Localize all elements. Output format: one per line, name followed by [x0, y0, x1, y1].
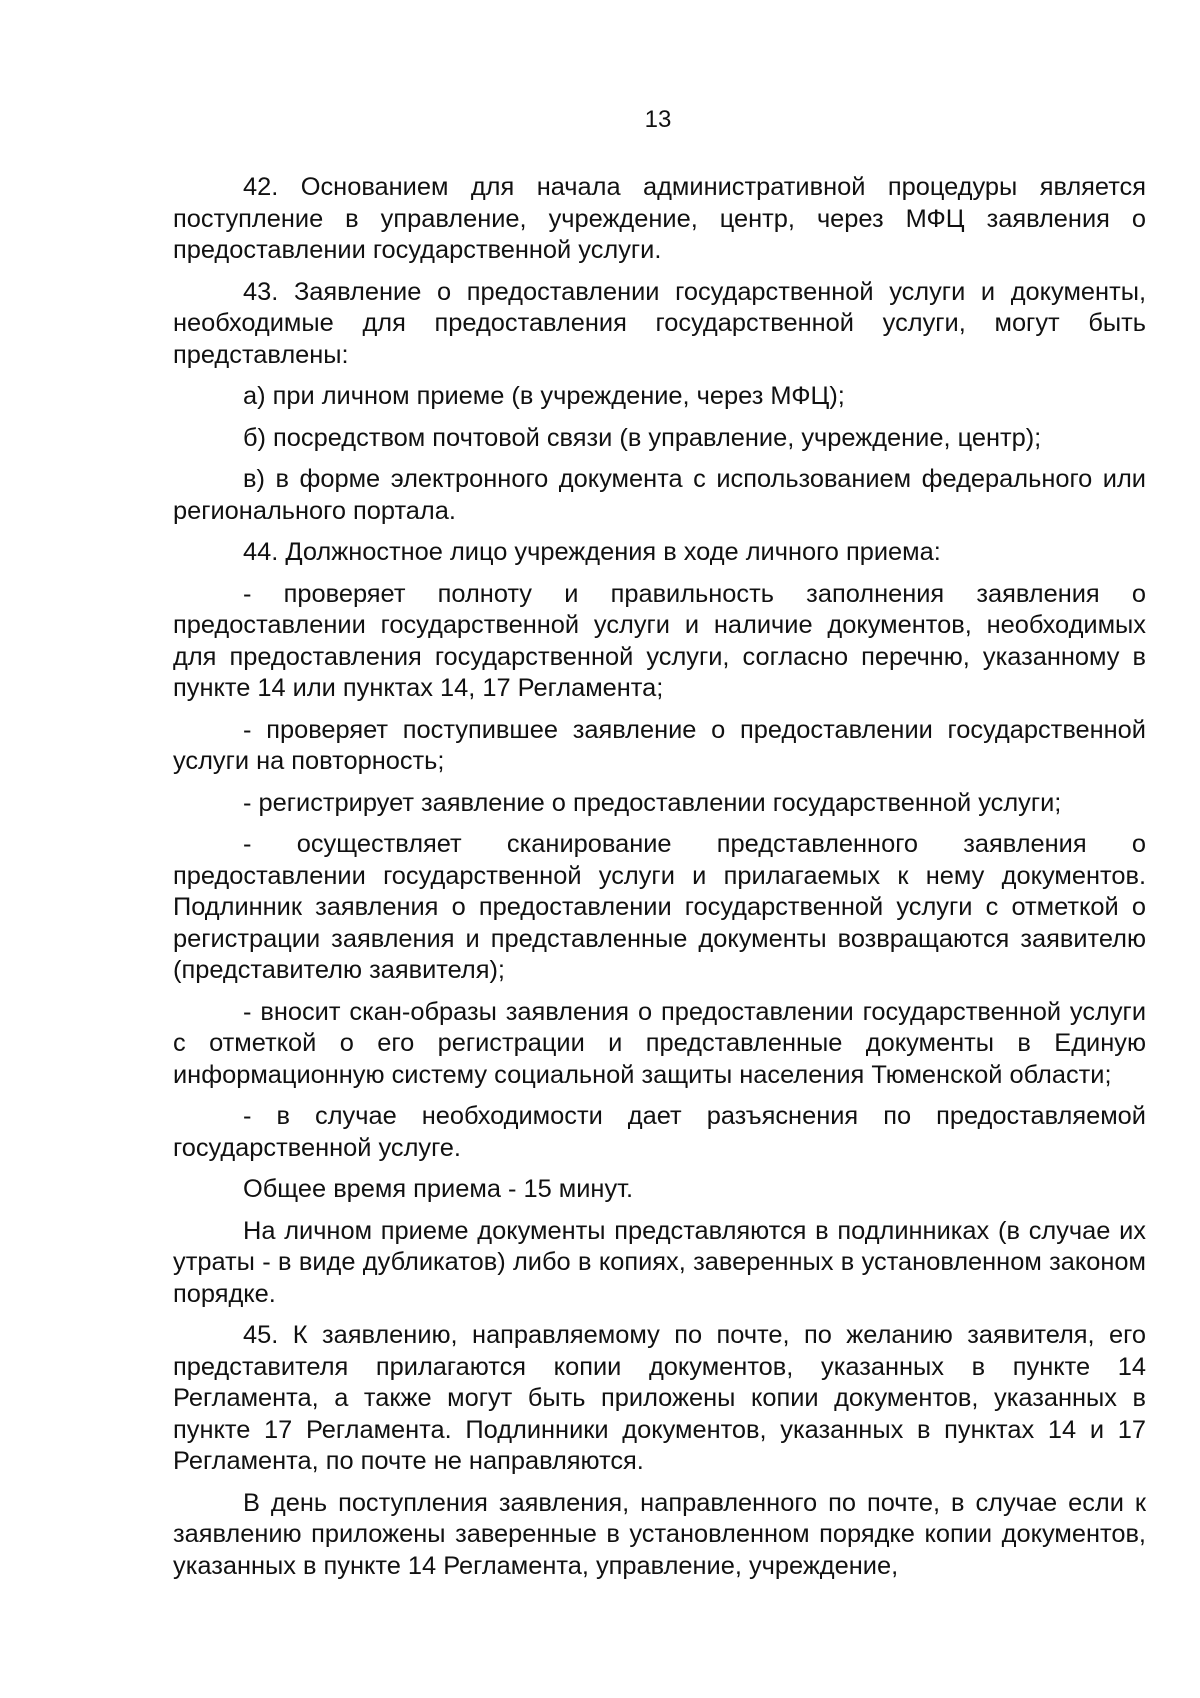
paragraph-originals: На личном приеме документы представляются в подлинниках (в случае их утраты - в виде дубликатов) либо в копиях, заверенных в установленном законом порядке. [173, 1216, 1146, 1308]
paragraph-45: 45. К заявлению, направляемому по почте, по желанию заявителя, его представителя прилагаются копии документов, указанных в пункте 14 Регламента, а также могут быть приложены копии документов, указанных в пункте 17 Регламента. Подлинники документов, указанных в пунктах 14 и 17 Регламента, по почте не направляются. [173, 1321, 1146, 1475]
list-item-check-completeness: - проверяет полноту и правильность заполнения заявления о предоставлении государственной услуги и наличие документов, необходимых для предоставления государственной услуги, согласно перечню, указанному в пункте 14 или пунктах 14, 17 Регламента; [173, 579, 1146, 702]
list-item-c: в) в форме электронного документа с использованием федерального или регионального портала. [173, 465, 1146, 525]
list-item-b: б) посредством почтовой связи (в управление, учреждение, центр); [243, 423, 1042, 452]
list-item-register: - регистрирует заявление о предоставлении государственной услуги; [243, 788, 1062, 817]
document-body [173, 172, 1146, 1582]
list-item-upload: - вносит скан-образы заявления о предоставлении государственной услуги с отметкой о его регистрации и представленные документы в Единую информационную систему социальной защиты населения Тюменской области; [173, 997, 1146, 1089]
list-item-check-repeat: - проверяет поступившее заявление о предоставлении государственной услуги на повторность; [173, 715, 1146, 775]
list-item-scan: - осуществляет сканирование представленного заявления о предоставлении государственной услуги и прилагаемых к нему документов. Подлинник заявления о предоставлении государственной услуги с отметкой о регистрации заявления и представленные документы возвращаются заявителю (представителю заявителя); [173, 830, 1146, 984]
list-item-explain: - в случае необходимости дает разъяснения по предоставляемой государственной услуге. [173, 1102, 1146, 1162]
paragraph-mail-receipt: В день поступления заявления, направленного по почте, в случае если к заявлению приложены заверенные в установленном порядке копии документов, указанных в пункте 14 Регламента, управление, учреждение, [173, 1488, 1146, 1580]
paragraph-42: 42. Основанием для начала административной процедуры является поступление в управление, учреждение, центр, через МФЦ заявления о предоставлении государственной услуги. [173, 173, 1146, 264]
paragraph-44: 44. Должностное лицо учреждения в ходе личного приема: [243, 538, 941, 566]
list-item-a: а) при личном приеме (в учреждение, через МФЦ); [243, 382, 845, 410]
paragraph-reception-time: Общее время приема - 15 минут. [243, 1175, 634, 1203]
paragraph-43: 43. Заявление о предоставлении государственной услуги и документы, необходимые для предоставления государственной услуги, могут быть представлены: [173, 277, 1146, 369]
page-number: 13 [644, 106, 672, 133]
